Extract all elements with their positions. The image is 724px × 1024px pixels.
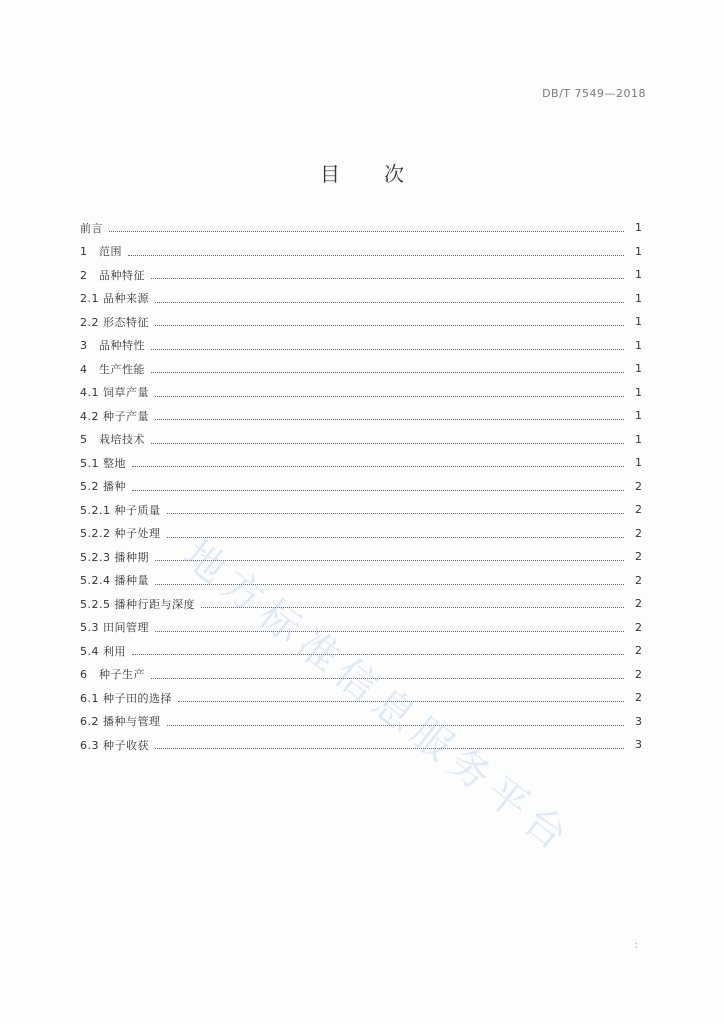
toc-entry-page: 2: [635, 550, 642, 564]
toc-entry-label: 5.4 利用: [80, 644, 126, 658]
toc-entry-page: 1: [635, 456, 642, 470]
toc-entry[interactable]: [80, 263, 642, 287]
toc-entry[interactable]: [80, 663, 642, 687]
toc-entry-page: 2: [635, 667, 642, 681]
toc-entry[interactable]: [80, 357, 642, 381]
watermark: 地方标准信息服务平台: [174, 531, 582, 864]
toc-entry[interactable]: [80, 451, 642, 475]
toc-leader-dots: [132, 490, 624, 491]
toc-leader-dots: [151, 678, 624, 679]
toc-leader-dots: [178, 701, 624, 702]
toc-leader-dots: [151, 349, 624, 350]
toc-entry-label: 前言: [80, 221, 103, 235]
toc-entry[interactable]: [80, 498, 642, 522]
toc-entry[interactable]: [80, 216, 642, 240]
toc-entry-page: 2: [635, 644, 642, 658]
toc-entry[interactable]: [80, 428, 642, 452]
toc-entry[interactable]: [80, 287, 642, 311]
toc-entry-page: 2: [635, 479, 642, 493]
toc-leader-dots: [155, 419, 624, 420]
toc-leader-dots: [151, 443, 624, 444]
toc-entry-page: 1: [635, 362, 642, 376]
toc-entry[interactable]: [80, 545, 642, 569]
toc-entry-page: 2: [635, 573, 642, 587]
toc-leader-dots: [167, 513, 625, 514]
toc-entry-page: 2: [635, 526, 642, 540]
toc-entry-page: 1: [635, 244, 642, 258]
toc-entry-page: 1: [635, 268, 642, 282]
toc-leader-dots: [155, 325, 624, 326]
toc-entry-page: 1: [635, 291, 642, 305]
toc-entry-page: 1: [635, 221, 642, 235]
toc-entry-label: 6.3 种子收获: [80, 738, 149, 752]
toc-leader-dots: [132, 466, 624, 467]
toc-title: 目次: [320, 162, 448, 186]
toc-leader-dots: [151, 278, 624, 279]
toc-leader-dots: [155, 396, 624, 397]
toc-entry-page: 3: [635, 738, 642, 752]
toc-leader-dots: [132, 654, 624, 655]
table-of-contents: [80, 216, 642, 757]
toc-entry-label: 5.2.5 播种行距与深度: [80, 597, 195, 611]
toc-entry[interactable]: [80, 686, 642, 710]
toc-entry[interactable]: [80, 310, 642, 334]
toc-entry[interactable]: [80, 404, 642, 428]
toc-entry-label: 1 范围: [80, 245, 122, 259]
toc-entry-label: 6 种子生产: [80, 668, 145, 682]
toc-entry[interactable]: [80, 381, 642, 405]
toc-entry[interactable]: [80, 569, 642, 593]
toc-leader-dots: [128, 255, 624, 256]
toc-entry-page: 3: [635, 714, 642, 728]
toc-entry-label: 2.2 形态特征: [80, 315, 149, 329]
toc-entry-page: 1: [635, 385, 642, 399]
toc-entry-label: 4.1 饲草产量: [80, 386, 149, 400]
toc-entry-page: 1: [635, 315, 642, 329]
toc-leader-dots: [167, 537, 625, 538]
toc-entry-page: 1: [635, 338, 642, 352]
toc-entry-label: 5.2.3 播种期: [80, 550, 149, 564]
toc-entry[interactable]: [80, 639, 642, 663]
toc-entry-label: 5.3 田间管理: [80, 621, 149, 635]
toc-entry-label: 6.1 种子田的选择: [80, 691, 172, 705]
toc-entry-label: 5.1 整地: [80, 456, 126, 470]
toc-entry-page: 1: [635, 432, 642, 446]
toc-entry-label: 5 栽培技术: [80, 433, 145, 447]
document-code: DB/T 7549—2018: [542, 87, 646, 100]
toc-entry-label: 5.2.4 播种量: [80, 574, 149, 588]
toc-entry-label: 2.1 品种来源: [80, 292, 149, 306]
toc-entry[interactable]: [80, 592, 642, 616]
toc-leader-dots: [155, 302, 624, 303]
toc-entry-label: 4 生产性能: [80, 362, 145, 376]
toc-leader-dots: [151, 372, 624, 373]
scan-mark: :: [634, 940, 638, 951]
toc-entry-page: 2: [635, 503, 642, 517]
toc-leader-dots: [155, 584, 624, 585]
toc-entry-label: 5.2.1 种子质量: [80, 503, 161, 517]
toc-leader-dots: [167, 725, 625, 726]
toc-leader-dots: [109, 231, 624, 232]
toc-leader-dots: [201, 607, 624, 608]
toc-leader-dots: [155, 560, 624, 561]
toc-entry[interactable]: [80, 733, 642, 757]
toc-entry-label: 2 品种特征: [80, 268, 145, 282]
toc-entry-page: 2: [635, 691, 642, 705]
toc-entry-page: 1: [635, 409, 642, 423]
toc-entry[interactable]: [80, 522, 642, 546]
toc-leader-dots: [155, 748, 624, 749]
toc-entry[interactable]: [80, 475, 642, 499]
toc-leader-dots: [155, 631, 624, 632]
toc-entry-label: 6.2 播种与管理: [80, 715, 161, 729]
toc-entry-label: 3 品种特性: [80, 339, 145, 353]
toc-entry-label: 4.2 种子产量: [80, 409, 149, 423]
toc-entry[interactable]: [80, 334, 642, 358]
toc-entry[interactable]: [80, 240, 642, 264]
toc-entry-label: 5.2.2 种子处理: [80, 527, 161, 541]
toc-entry-page: 2: [635, 620, 642, 634]
toc-entry-label: 5.2 播种: [80, 480, 126, 494]
toc-entry[interactable]: [80, 710, 642, 734]
toc-entry[interactable]: [80, 616, 642, 640]
toc-entry-page: 2: [635, 597, 642, 611]
